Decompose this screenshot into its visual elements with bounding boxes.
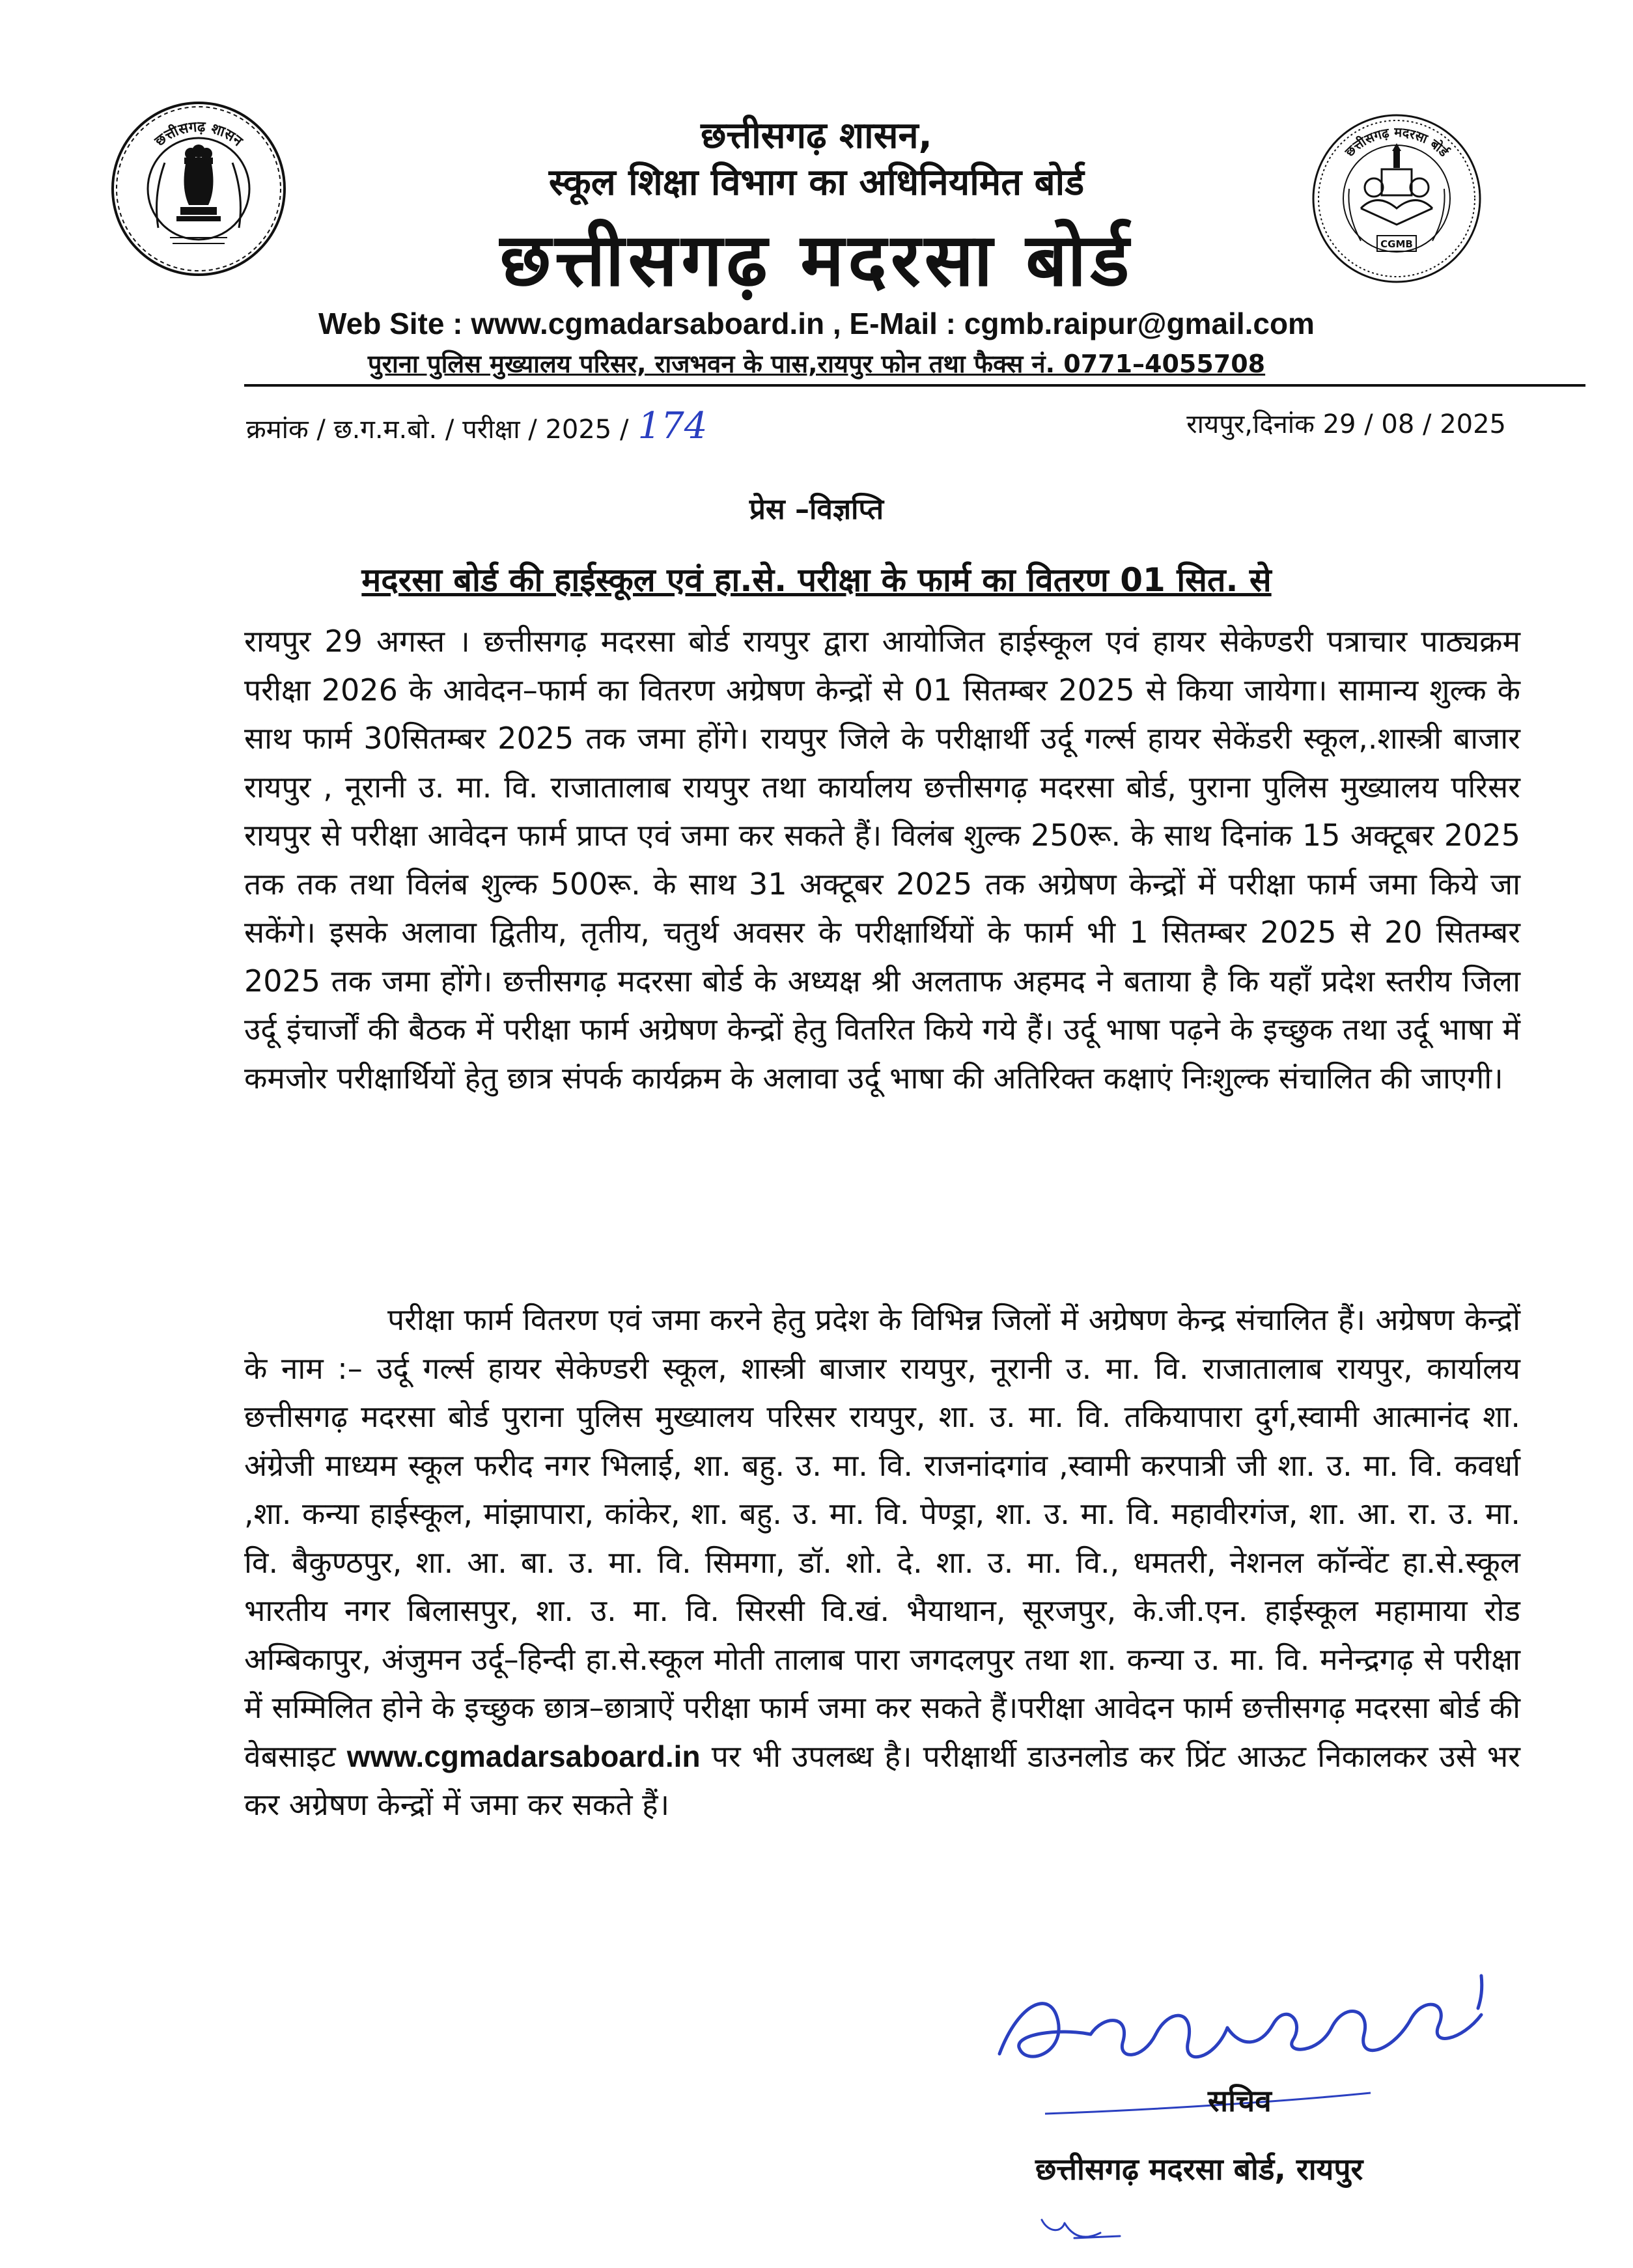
web-email-line: Web Site : www.cgmadarsaboard.in , E-Mail : cgmb.raipur@gmail.com — [318, 307, 1315, 340]
para2-text: परीक्षा फार्म वितरण एवं जमा करने हेतु प्रदेश के विभिन्न जिलों में अग्रेषण केन्द्र संचालित हैं। अग्रेषण केन्द्रों के नाम :– उर्दू गर्ल्स हायर सेकेण्डरी स्कूल, शास्त्री बाजार रायपुर, नूरानी उ. मा. वि. राजातालाब रायपुर, कार्यालय छत्तीसगढ़ मदरसा बोर्ड पुराना पुलिस मुख्यालय परिसर रायपुर, शा. उ. मा. वि. तकियापारा दुर्ग,स्वामी आत्मानंद शा. अंग्रेजी माध्यम स्कूल फरीद नगर भिलाई, शा. बहु. उ. मा. वि. राजनांदगांव ,स्वामी करपात्री जी शा. उ. मा. वि. कवर्धा ,शा. कन्या हाईस्कूल, मांझापारा, कांकेर, शा. बहु. उ. मा. वि. पेण्ड्रा, शा. उ. मा. वि. महावीरगंज, शा. आ. रा. उ. मा. वि. बैकुण्ठपुर, शा. आ. बा. उ. मा. वि. सिमगा, डॉ. शो. दे. शा. उ. मा. वि., धमतरी, नेशनल कॉन्वेंट हा.से.स्कूल भारतीय नगर बिलासपुर, शा. उ. मा. वि. सिरसी वि.खं. भैयाथान, सूरजपुर, के.जी.एन. हाईस्कूल महामाया रोड अम्बिकापुर, अंजुमन उर्दू–हिन्दी हा.से.स्कूल मोती तालाब पारा जगदलपुर तथा शा. कन्या उ. मा. वि. मनेन्द्रगढ़ से परीक्षा में सम्मिलित होने के इच्छुक छात्र–छात्राऐं परीक्षा फार्म जमा कर सकते हैं।परीक्षा आवेदन फार्म छत्तीसगढ़ मदरसा बोर्ड की वेबसाइट — [244, 1302, 1520, 1774]
dept-line: स्कूल शिक्षा विभाग का अधिनियमित बोर्ड — [548, 161, 1085, 204]
board-name: छत्तीसगढ़ मदरसा बोर्ड — [499, 218, 1134, 303]
header-divider — [244, 384, 1585, 387]
handwritten-initial — [1035, 2207, 1126, 2246]
press-release-label: प्रेस –विज्ञप्ति — [749, 493, 884, 526]
right-seal-abbr: CGMB — [1380, 238, 1413, 250]
reference-handwritten-number: 174 — [637, 405, 708, 447]
right-seal-text: छत्तीसगढ़ मदरसा बोर्ड — [1341, 124, 1452, 160]
govt-line: छत्तीसगढ़ शासन, — [701, 115, 932, 157]
reference-label: क्रमांक / छ.ग.म.बो. / परीक्षा / 2025 / — [246, 415, 629, 445]
left-seal-text: छत्तीसगढ़ शासन — [152, 118, 245, 150]
reference-number — [246, 405, 707, 447]
body-paragraph-2 — [244, 1295, 1520, 1829]
signatory-title: सचिव — [1208, 2083, 1272, 2118]
reference-date: रायपुर,दिनांक 29 / 08 / 2025 — [1186, 409, 1506, 439]
address-line: पुराना पुलिस मुख्यालय परिसर, राजभवन के पास,रायपुर फोन तथा फैक्स नं. 0771–4055708 — [367, 350, 1266, 378]
headline: मदरसा बोर्ड की हाईस्कूल एवं हा.से. परीक्षा के फार्म का वितरण 01 सित. से — [361, 561, 1272, 599]
signatory-organization: छत्तीसगढ़ मदरसा बोर्ड, रायपुर — [1035, 2151, 1363, 2187]
body-paragraph-1: रायपुर 29 अगस्त । छत्तीसगढ़ मदरसा बोर्ड रायपुर द्वारा आयोजित हाईस्कूल एवं हायर सेकेण्डरी पत्राचार पाठ्यक्रम परीक्षा 2026 के आवेदन–फार्म का वितरण अग्रेषण केन्द्रों से 01 सितम्बर 2025 से किया जायेगा। सामान्य शुल्क के साथ फार्म 30सितम्बर 2025 तक जमा होंगे। रायपुर जिले के परीक्षार्थी उर्दू गर्ल्स हायर सेकेंडरी स्कूल,.शास्त्री बाजार रायपुर , नूरानी उ. मा. वि. राजातालाब रायपुर तथा कार्यालय छत्तीसगढ़ मदरसा बोर्ड, पुराना पुलिस मुख्यालय परिसर रायपुर से परीक्षा आवेदन फार्म प्राप्त एवं जमा कर सकते हैं। विलंब शुल्क 250रू. के साथ दिनांक 15 अक्टूबर 2025 तक तक तथा विलंब शुल्क 500रू. के साथ 31 अक्टूबर 2025 तक अग्रेषण केन्द्रों में परीक्षा फार्म जमा किये जा सकेंगे। इसके अलावा द्वितीय, तृतीय, चतुर्थ अवसर के परीक्षार्थियों के फार्म भी 1 सितम्बर 2025 से 20 सितम्बर 2025 तक जमा होंगे। छत्तीसगढ़ मदरसा बोर्ड के अध्यक्ष श्री अलताफ अहमद ने बताया है कि यहाँ प्रदेश स्तरीय जिला उर्दू इंचार्जों की बैठक में परीक्षा फार्म अग्रेषण केन्द्रों हेतु वितरित किये गये हैं। उर्दू भाषा पढ़ने के इच्छुक तथा उर्दू भाषा में कमजोर परीक्षार्थियों हेतु छात्र संपर्क कार्यक्रम के अलावा उर्दू भाषा की अतिरिक्त कक्षाएं निःशुल्क संचालित की जाएगी। — [244, 624, 1520, 1096]
website-link: www.cgmadarsaboard.in — [346, 1739, 701, 1773]
para2-ending: पर भी उपलब्ध है। परीक्षार्थी डाउनलोड कर प्रिंट आऊट निकालकर उसे भर कर अग्रेषण केन्द्रों में जमा कर सकते हैं। — [244, 1738, 1520, 1822]
